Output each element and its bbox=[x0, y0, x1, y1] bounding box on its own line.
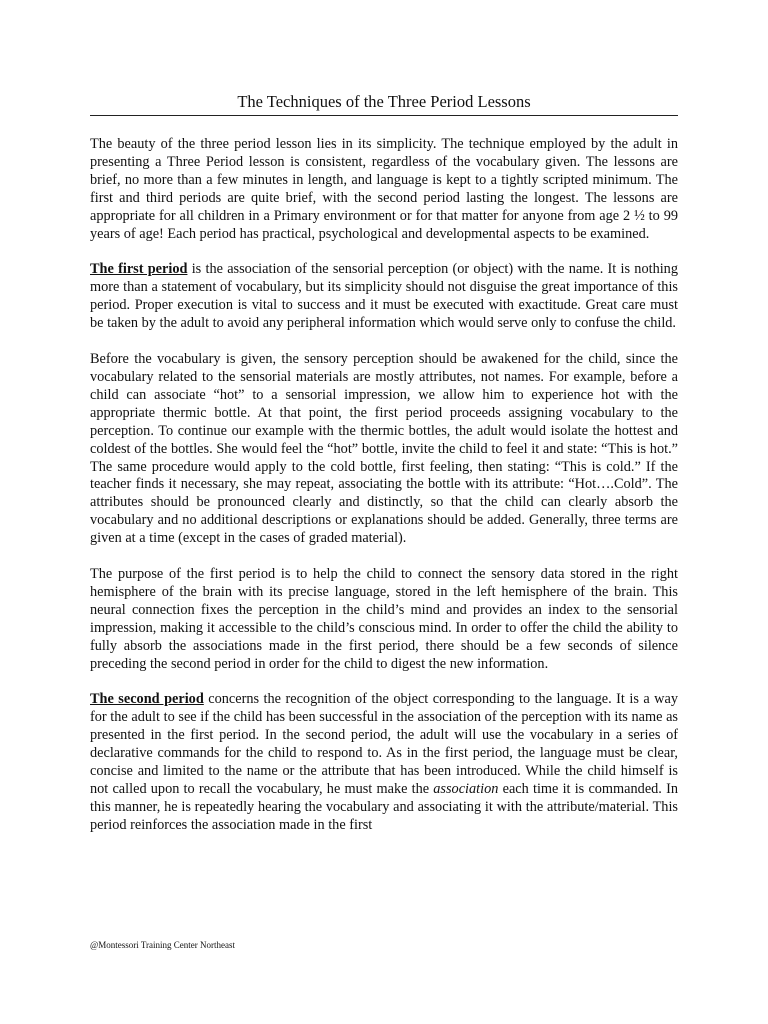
term-second-period: The second period bbox=[90, 691, 204, 708]
paragraph-intro: The beauty of the three period lesson lies in its simplicity. The technique employed by the adult in presenting a Three Period lesson is consistent, regardless of the vocabulary given. The lessons are brief, no more than a few minutes in length, and language is kept to a tightly scripted minimum. The first and third periods are quite brief, with the second period lasting the longest. The lessons are appropriate for all children in a Primary environment or for that matter for anyone from age 2 ½ to 99 years of age! Each period has practical, psychological and developmental aspects to be examined. bbox=[90, 136, 678, 242]
document-body bbox=[90, 136, 678, 853]
paragraph-purpose: The purpose of the first period is to help the child to connect the sensory data stored in the right hemisphere of the brain with its precise language, stored in the left hemisphere of the brain. This neural connection fixes the perception in the child’s mind and provides an index to the sensorial impression, making it accessible to the child’s conscious mind. In order to offer the child the ability to fully absorb the associations made in the first period, there should be a few seconds of silence preceding the second period in order for the child to digest the new information. bbox=[90, 566, 678, 672]
second-period-text-a: concerns the recognition of the object corresponding to the language. It is a way for the adult to see if the child has been successful in the association of the perception with its name as presented in the first period. In the second period, the adult will use the vocabulary in a series of declarative commands for the child to respond to. As in the first period, the language must be clear, concise and limited to the name or the attribute that has been introduced. While the child himself is not called upon to recall the vocabulary, he must make the bbox=[90, 691, 678, 797]
title-block bbox=[90, 92, 678, 116]
paragraph-first-period bbox=[90, 261, 678, 333]
paragraph-second-period bbox=[90, 691, 678, 834]
footer-copyright: @Montessori Training Center Northeast bbox=[90, 940, 236, 950]
page-title: The Techniques of the Three Period Lessons bbox=[237, 92, 531, 111]
emphasis-association: association bbox=[433, 781, 499, 797]
second-period-text-b: each time it is commanded. In this manner, he is repeatedly hearing the vocabulary and associating it with the attribute/material. This period reinforces the association made in the first bbox=[90, 781, 678, 833]
paragraph-vocabulary-example: Before the vocabulary is given, the sensory perception should be awakened for the child, since the vocabulary related to the sensorial materials are mostly attributes, not names. For example, before a child can associate “hot” to a sensorial impression, we allow him to experience hot with the appropriate thermic bottle. At that point, the first period proceeds assigning vocabulary to the perception. To continue our example with the thermic bottles, the adult would isolate the hottest and coldest of the bottles. She would feel the “hot” bottle, invite the child to feel it and state: “This is hot.” The same procedure would apply to the cold bottle, first feeling, then stating: “This is cold.” If the teacher finds it necessary, she may repeat, associating the bottle with its attribute: “Hot….Cold”. The attributes should be pronounced clearly and distinctly, so that the child can clearly absorb the vocabulary and no additional descriptions or explanations should be added. Generally, three terms are given at a time (except in the cases of graded material). bbox=[90, 351, 678, 547]
term-first-period: The first period bbox=[90, 261, 188, 278]
first-period-text: is the association of the sensorial perception (or object) with the name. It is nothing more than a statement of vocabulary, but its simplicity should not disguise the great importance of this period. Proper execution is vital to success and it must be executed with exactitude. Great care must be taken by the adult to avoid any peripheral information which would serve only to confuse the child. bbox=[90, 261, 678, 332]
